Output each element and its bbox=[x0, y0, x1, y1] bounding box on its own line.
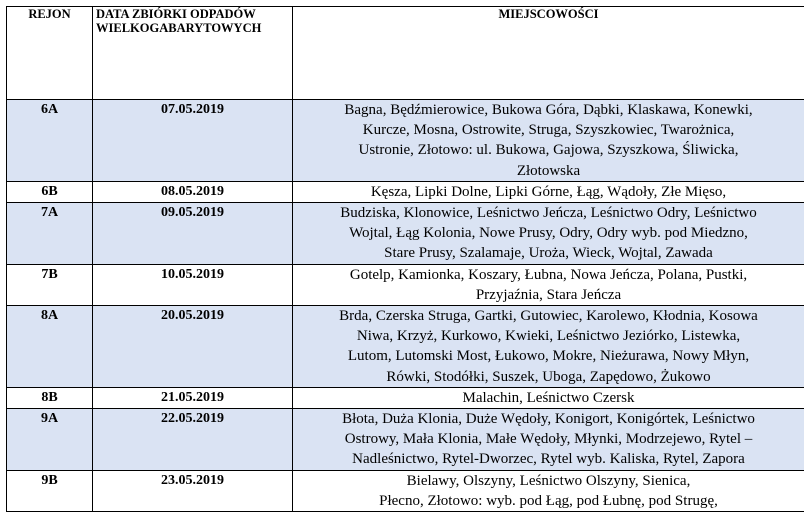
table-row bbox=[7, 203, 805, 265]
header-data-zbiorki bbox=[93, 7, 293, 100]
collection-date-cell: 20.05.2019 bbox=[93, 306, 293, 388]
schedule-sheet bbox=[6, 6, 804, 514]
table-row bbox=[7, 409, 805, 471]
localities-line: Ustronie, Złotowo: ul. Bukowa, Gajowa, Szyszkowa, Śliwicka, bbox=[358, 142, 739, 159]
collection-date-cell: 21.05.2019 bbox=[93, 387, 293, 408]
localities-line: Przyjaźnia, Stara Jeńcza bbox=[475, 286, 622, 303]
localities-cell bbox=[293, 100, 805, 182]
localities-line: Stare Prusy, Szalamaje, Uroża, Wieck, Wojtal, Zawada bbox=[384, 245, 713, 262]
rejon-cell: 9B bbox=[7, 470, 93, 511]
localities-line: Brda, Czerska Struga, Gartki, Gutowiec, Karolewo, Kłodnia, Kosowa bbox=[339, 308, 758, 325]
table-row bbox=[7, 100, 805, 182]
header-miejscowosci: MIEJSCOWOŚCI bbox=[293, 7, 805, 100]
rejon-cell: 7B bbox=[7, 264, 93, 305]
rejon-cell: 9A bbox=[7, 409, 93, 471]
localities-line: Bagna, Będźmierowice, Bukowa Góra, Dąbki, Klaskawa, Konewki, bbox=[344, 102, 753, 118]
rejon-cell: 7A bbox=[7, 203, 93, 265]
rejon-cell: 8A bbox=[7, 306, 93, 388]
localities-line: Bielawy, Olszyny, Leśnictwo Olszyny, Sienica, bbox=[406, 472, 691, 489]
localities-line: Kurcze, Mosna, Ostrowite, Struga, Szyszkowiec, Twarożnica, bbox=[362, 122, 735, 139]
rejon-cell: 6B bbox=[7, 181, 93, 202]
table-row bbox=[7, 181, 805, 202]
localities-line: Kęsza, Lipki Dolne, Lipki Górne, Łąg, Wądoły, Złe Mięso, bbox=[370, 183, 727, 200]
table-row bbox=[7, 306, 805, 388]
localities-line: Rówki, Stodółki, Suszek, Uboga, Zapędowo, Żukowo bbox=[386, 368, 711, 385]
localities-line: Błota, Duża Klonia, Duże Wędoły, Konigort, Konigórtek, Leśnictwo bbox=[342, 411, 755, 428]
header-rejon: REJON bbox=[7, 7, 93, 100]
header-data-line1: DATA ZBIÓRKI ODPADÓW bbox=[96, 7, 256, 21]
collection-date-cell: 07.05.2019 bbox=[93, 100, 293, 182]
table-row bbox=[7, 470, 805, 511]
waste-collection-table bbox=[6, 6, 804, 512]
table-body bbox=[7, 100, 805, 512]
localities-cell bbox=[293, 306, 805, 388]
localities-cell bbox=[293, 387, 805, 408]
collection-date-cell: 09.05.2019 bbox=[93, 203, 293, 265]
rejon-cell: 8B bbox=[7, 387, 93, 408]
localities-line: Wojtal, Łąg Kolonia, Nowe Prusy, Odry, Odry wyb. pod Miedzno, bbox=[349, 225, 748, 242]
localities-line: Malachin, Leśnictwo Czersk bbox=[462, 389, 635, 406]
localities-cell bbox=[293, 203, 805, 265]
rejon-cell: 6A bbox=[7, 100, 93, 182]
localities-cell bbox=[293, 409, 805, 471]
localities-line: Ostrowy, Mała Klonia, Małe Wędoły, Młynki, Modrzejewo, Rytel – bbox=[344, 431, 753, 448]
table-row bbox=[7, 387, 805, 408]
localities-cell bbox=[293, 181, 805, 202]
localities-line: Płecno, Złotowo: wyb. pod Łąg, pod Łubnę, pod Strugę, bbox=[379, 492, 718, 509]
localities-line: Nadleśnictwo, Rytel-Dworzec, Rytel wyb. Kaliska, Rytel, Zapora bbox=[352, 451, 745, 468]
header-data-line2: WIELKOGABARYTOWYCH bbox=[96, 21, 262, 35]
localities-cell bbox=[293, 264, 805, 305]
collection-date-cell: 08.05.2019 bbox=[93, 181, 293, 202]
localities-line: Lutom, Lutomski Most, Łukowo, Mokre, Nieżurawa, Nowy Młyn, bbox=[347, 348, 750, 365]
localities-line: Budziska, Klonowice, Leśnictwo Jeńcza, Leśnictwo Odry, Leśnictwo bbox=[340, 205, 757, 222]
localities-line: Gotelp, Kamionka, Koszary, Łubna, Nowa Jeńcza, Polana, Pustki, bbox=[349, 266, 748, 283]
localities-line: Złotowska bbox=[516, 162, 581, 179]
table-header-row bbox=[7, 7, 805, 100]
collection-date-cell: 23.05.2019 bbox=[93, 470, 293, 511]
localities-line: Niwa, Krzyż, Kurkowo, Kwieki, Leśnictwo Jeziórko, Listewka, bbox=[356, 328, 741, 345]
table-row bbox=[7, 264, 805, 305]
localities-cell bbox=[293, 470, 805, 511]
collection-date-cell: 10.05.2019 bbox=[93, 264, 293, 305]
collection-date-cell: 22.05.2019 bbox=[93, 409, 293, 471]
